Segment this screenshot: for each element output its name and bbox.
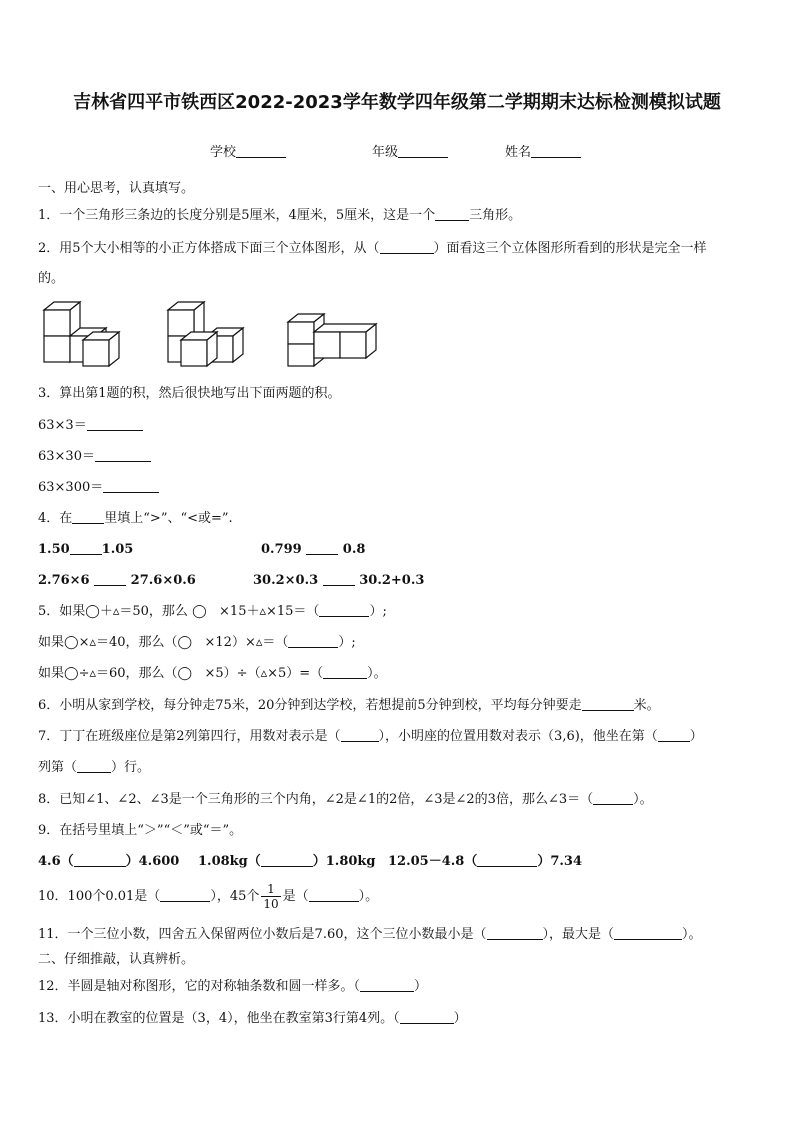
answer-blank[interactable] <box>77 759 111 773</box>
cube-figure-1 <box>44 302 119 366</box>
question-8: 8．已知∠1、∠2、∠3是一个三角形的三个内角，∠2是∠1的2倍，∠3是∠2的3倍，那么∠3＝（ ）。 <box>38 792 653 807</box>
answer-blank[interactable] <box>95 448 151 462</box>
circle-icon: ◯ <box>64 635 79 650</box>
answer-blank[interactable] <box>593 791 633 805</box>
answer-blank[interactable] <box>319 603 369 617</box>
answer-blank[interactable] <box>309 888 359 902</box>
question-3-item-3: 63×300＝ <box>38 479 159 497</box>
answer-blank[interactable] <box>94 572 126 586</box>
question-2-cont: 的。 <box>38 271 65 286</box>
answer-blank[interactable] <box>435 207 469 221</box>
question-3: 3．算出第1题的积，然后很快地写出下面两题的积。 <box>38 386 341 401</box>
question-7-cont: 列第（ ）行。 <box>38 760 151 775</box>
answer-blank[interactable] <box>288 634 338 648</box>
cube-figure-3 <box>288 314 376 366</box>
answer-blank[interactable] <box>306 541 338 555</box>
circle-icon: ◯ <box>85 604 100 619</box>
question-11: 11．一个三位小数，四舍五入保留两位小数后是7.60，这个三位小数最小是（ ），最大是（ ）。 <box>38 927 702 942</box>
answer-blank[interactable] <box>323 572 355 586</box>
question-4-row-2: 2.76×6 27.6×0.6 30.2×0.3 30.2+0.3 <box>38 573 425 588</box>
page-title: 吉林省四平市铁西区2022-2023学年数学四年级第二学期期末达标检测模拟试题 <box>73 92 721 113</box>
question-7: 7．丁丁在班级座位是第2列第四行，用数对表示是（ ），小明座的位置用数对表示（3,6)，他坐在第（ ） <box>38 729 703 744</box>
circle-icon: ◯ <box>177 666 193 681</box>
question-12: 12．半圆是轴对称图形，它的对称轴条数和圆一样多。（ ） <box>38 979 428 994</box>
question-4-row-1: 1.50 1.05 0.799 0.8 <box>38 542 366 557</box>
question-2: 2．用5个大小相等的小正方体搭成下面三个立体图形，从（ ）面看这三个立体图形所看到的形状是完全一样 <box>38 241 707 256</box>
cube-figure-2 <box>168 302 243 366</box>
answer-blank[interactable] <box>87 417 143 431</box>
circle-icon: ◯ <box>192 604 207 619</box>
answer-blank[interactable] <box>380 240 434 254</box>
answer-blank[interactable] <box>582 697 634 711</box>
answer-blank[interactable] <box>477 853 537 867</box>
question-9: 9．在括号里填上“＞”“＜”或“＝”。 <box>38 823 243 838</box>
question-1: 1．一个三角形三条边的长度分别是5厘米，4厘米，5厘米，这是一个 三角形。 <box>38 208 522 223</box>
question-5-line-1: 5．如果◯＋▵＝50，那么 ◯ ×15＋▵×15＝（ ）; <box>38 604 387 619</box>
circle-icon: ◯ <box>64 666 79 681</box>
answer-blank[interactable] <box>487 926 543 940</box>
answer-blank[interactable] <box>261 853 313 867</box>
question-3-item-2: 63×30＝ <box>38 448 151 466</box>
question-10: 10．100个0.01是（ ），45个 $\frac{1}{10}$ 是（ ）。 <box>38 882 379 911</box>
section-2-heading: 二、仔细推敲，认真辨析。 <box>38 952 195 967</box>
cube-figures <box>38 298 398 377</box>
answer-blank[interactable] <box>614 926 682 940</box>
question-5-line-3: 如果◯÷▵＝60，那么（◯ ×5）÷（▵×5）=（ ）。 <box>38 666 387 681</box>
answer-blank[interactable] <box>360 978 414 992</box>
question-5-line-2: 如果◯×▵＝40，那么（◯ ×12）×▵＝（ ）; <box>38 635 356 650</box>
grade-field[interactable] <box>372 141 448 160</box>
answer-blank[interactable] <box>103 479 159 493</box>
question-13: 13．小明在教室的位置是（3，4），他坐在教室第3行第4列。（ ） <box>38 1011 467 1026</box>
grade-label: 年级 <box>372 145 399 160</box>
answer-blank[interactable] <box>70 541 102 555</box>
answer-blank[interactable] <box>323 665 367 679</box>
question-6: 6．小明从家到学校，每分钟走75米，20分钟到达学校，若想提前5分钟到校，平均每分钟要走 米。 <box>38 698 660 713</box>
fraction-one-tenth: $\frac{1}{10}$ <box>263 882 279 911</box>
answer-blank[interactable] <box>160 888 210 902</box>
answer-blank[interactable] <box>74 853 126 867</box>
question-4: 4．在 里填上“>”、“<或=”. <box>38 511 233 526</box>
question-9-items: 4.6（ ）4.600 1.08kg（ ）1.80kg 12.05－4.8（ ）7.34 <box>38 854 582 869</box>
name-label: 姓名 <box>505 145 532 160</box>
school-field[interactable] <box>210 141 286 160</box>
cube-figures-svg <box>38 298 398 373</box>
answer-blank[interactable] <box>400 1010 454 1024</box>
school-label: 学校 <box>210 145 237 160</box>
question-3-item-1: 63×3＝ <box>38 417 143 435</box>
answer-blank[interactable] <box>658 728 690 742</box>
name-field[interactable] <box>505 141 581 160</box>
circle-icon: ◯ <box>177 635 193 650</box>
section-1-heading: 一、用心思考，认真填写。 <box>38 181 195 196</box>
answer-blank[interactable] <box>341 728 379 742</box>
